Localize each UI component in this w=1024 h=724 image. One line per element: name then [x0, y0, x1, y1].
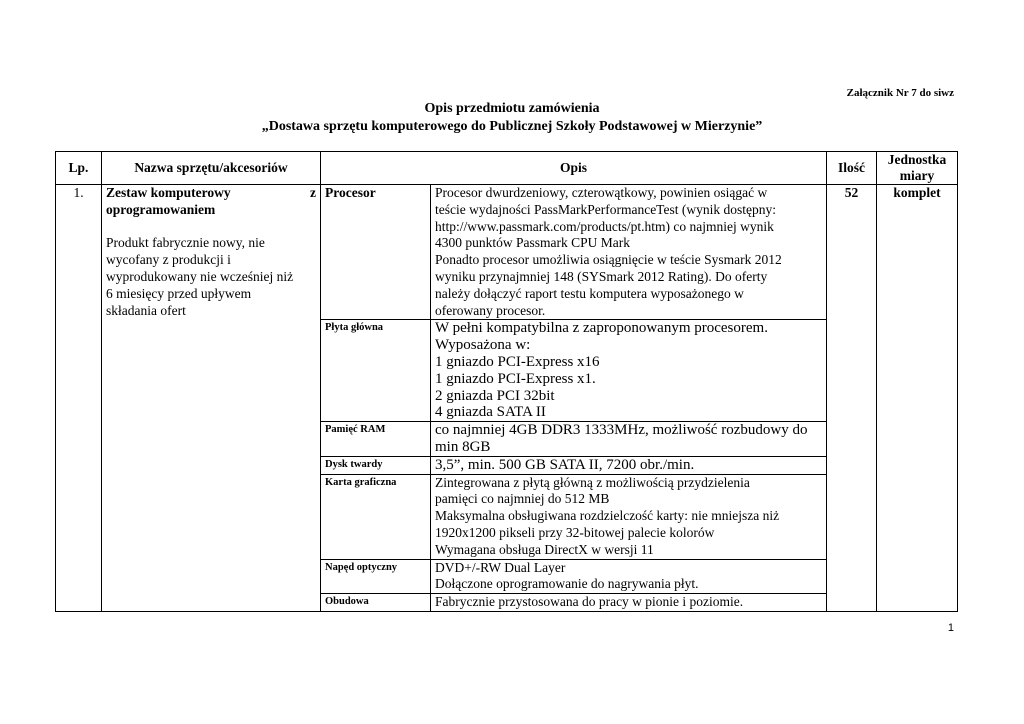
desc-line: Fabrycznie przystosowana do pracy w pionie i poziomie.	[435, 594, 744, 610]
desc-line: Wymagana obsługa DirectX w wersji 11	[435, 541, 654, 557]
desc-line: 4300 punktów Passmark CPU Mark	[435, 235, 630, 251]
component-label-ram: Pamięć RAM	[321, 422, 431, 457]
item-lp: 1.	[56, 185, 102, 612]
desc-line: Zintegrowana z płytą główną z możliwością przydzielenia	[435, 474, 750, 490]
desc-line: 1 gniazdo PCI-Express x16	[435, 353, 600, 370]
component-label-plyta: Płyta główna	[321, 320, 431, 422]
component-label-dysk: Dysk twardy	[321, 456, 431, 474]
desc-line: wyniku przynajmniej 148 (SYSmark 2012 Rating). Do oferty	[435, 268, 768, 284]
col-header-unit	[877, 152, 958, 185]
specification-table	[55, 151, 958, 612]
component-desc-dysk	[431, 456, 827, 474]
component-desc-naped	[431, 559, 827, 594]
desc-line: oferowany procesor.	[435, 302, 546, 318]
item-name-part3: oprogramowaniem	[106, 201, 216, 217]
item-unit: komplet	[877, 185, 958, 612]
desc-line: 1920x1200 pikseli przy 32-bitowej palecie kolorów	[435, 524, 715, 540]
annex-label: Załącznik Nr 7 do siwz	[846, 87, 954, 99]
desc-line: teście wydajności PassMarkPerformanceTest (wynik dostępny:	[435, 201, 776, 217]
desc-line: Maksymalna obsługiwana rozdzielczość karty: nie mniejsza niż	[435, 508, 780, 524]
component-desc-karta	[431, 474, 827, 559]
component-label-karta: Karta graficzna	[321, 474, 431, 559]
desc-line: co najmniej 4GB DDR3 1333MHz, możliwość rozbudowy do	[435, 422, 808, 439]
desc-line: Wyposażona w:	[435, 337, 531, 354]
item-note	[106, 235, 316, 319]
item-note-line: składania ofert	[106, 302, 186, 318]
item-name-part1: Zestaw komputerowy	[106, 185, 231, 200]
desc-line: pamięci co najmniej do 512 MB	[435, 491, 610, 507]
document-title: Opis przedmiotu zamówienia	[424, 101, 600, 116]
item-note-line: 6 miesięcy przed upływem	[106, 285, 252, 301]
col-header-lp: Lp.	[56, 152, 102, 185]
desc-line: min 8GB	[435, 438, 491, 455]
item-name-cell	[102, 185, 321, 612]
table-row	[56, 185, 958, 320]
table-header-row	[56, 152, 958, 185]
col-header-unit-line2: miary	[899, 168, 935, 183]
desc-line: należy dołączyć raport testu komputera wyposażonego w	[435, 285, 744, 301]
desc-line: Ponadto procesor umożliwia osiągnięcie w teście Sysmark 2012	[435, 252, 782, 268]
desc-line: DVD+/-RW Dual Layer	[435, 559, 566, 575]
desc-line: 2 gniazda PCI 32bit	[435, 387, 555, 404]
item-qty: 52	[827, 185, 877, 612]
col-header-desc: Opis	[321, 152, 827, 185]
desc-line: 4 gniazda SATA II	[435, 404, 546, 421]
component-desc-procesor	[431, 185, 827, 320]
component-label-obudowa: Obudowa	[321, 594, 431, 612]
item-note-line: wycofany z produkcji i	[106, 252, 231, 268]
component-label-procesor: Procesor	[321, 185, 431, 320]
item-note-line: Produkt fabrycznie nowy, nie	[106, 235, 265, 251]
col-header-qty: Ilość	[827, 152, 877, 185]
col-header-name: Nazwa sprzętu/akcesoriów	[102, 152, 321, 185]
col-header-unit-line1: Jednostka	[887, 152, 947, 167]
component-desc-plyta	[431, 320, 827, 422]
desc-line: 3,5”, min. 500 GB SATA II, 7200 obr./min.	[435, 456, 695, 473]
desc-line: Dołączone oprogramowanie do nagrywania płyt.	[435, 576, 699, 592]
desc-line: 1 gniazdo PCI-Express x1.	[435, 370, 596, 387]
component-label-naped: Napęd optyczny	[321, 559, 431, 594]
component-desc-ram	[431, 422, 827, 457]
desc-line: W pełni kompatybilna z zaproponowanym procesorem.	[435, 320, 768, 337]
component-desc-obudowa	[431, 594, 827, 612]
item-note-line: wyprodukowany nie wcześniej niż	[106, 268, 294, 284]
document-subtitle: „Dostawa sprzętu komputerowego do Publicznej Szkoły Podstawowej w Mierzynie”	[261, 119, 763, 134]
page-number: 1	[947, 622, 954, 634]
item-name-part2: z	[310, 185, 316, 200]
desc-line: Procesor dwurdzeniowy, czterowątkowy, powinien osiągać w	[435, 185, 768, 200]
desc-line: http://www.passmark.com/products/pt.htm) co najmniej wynik	[435, 218, 774, 234]
